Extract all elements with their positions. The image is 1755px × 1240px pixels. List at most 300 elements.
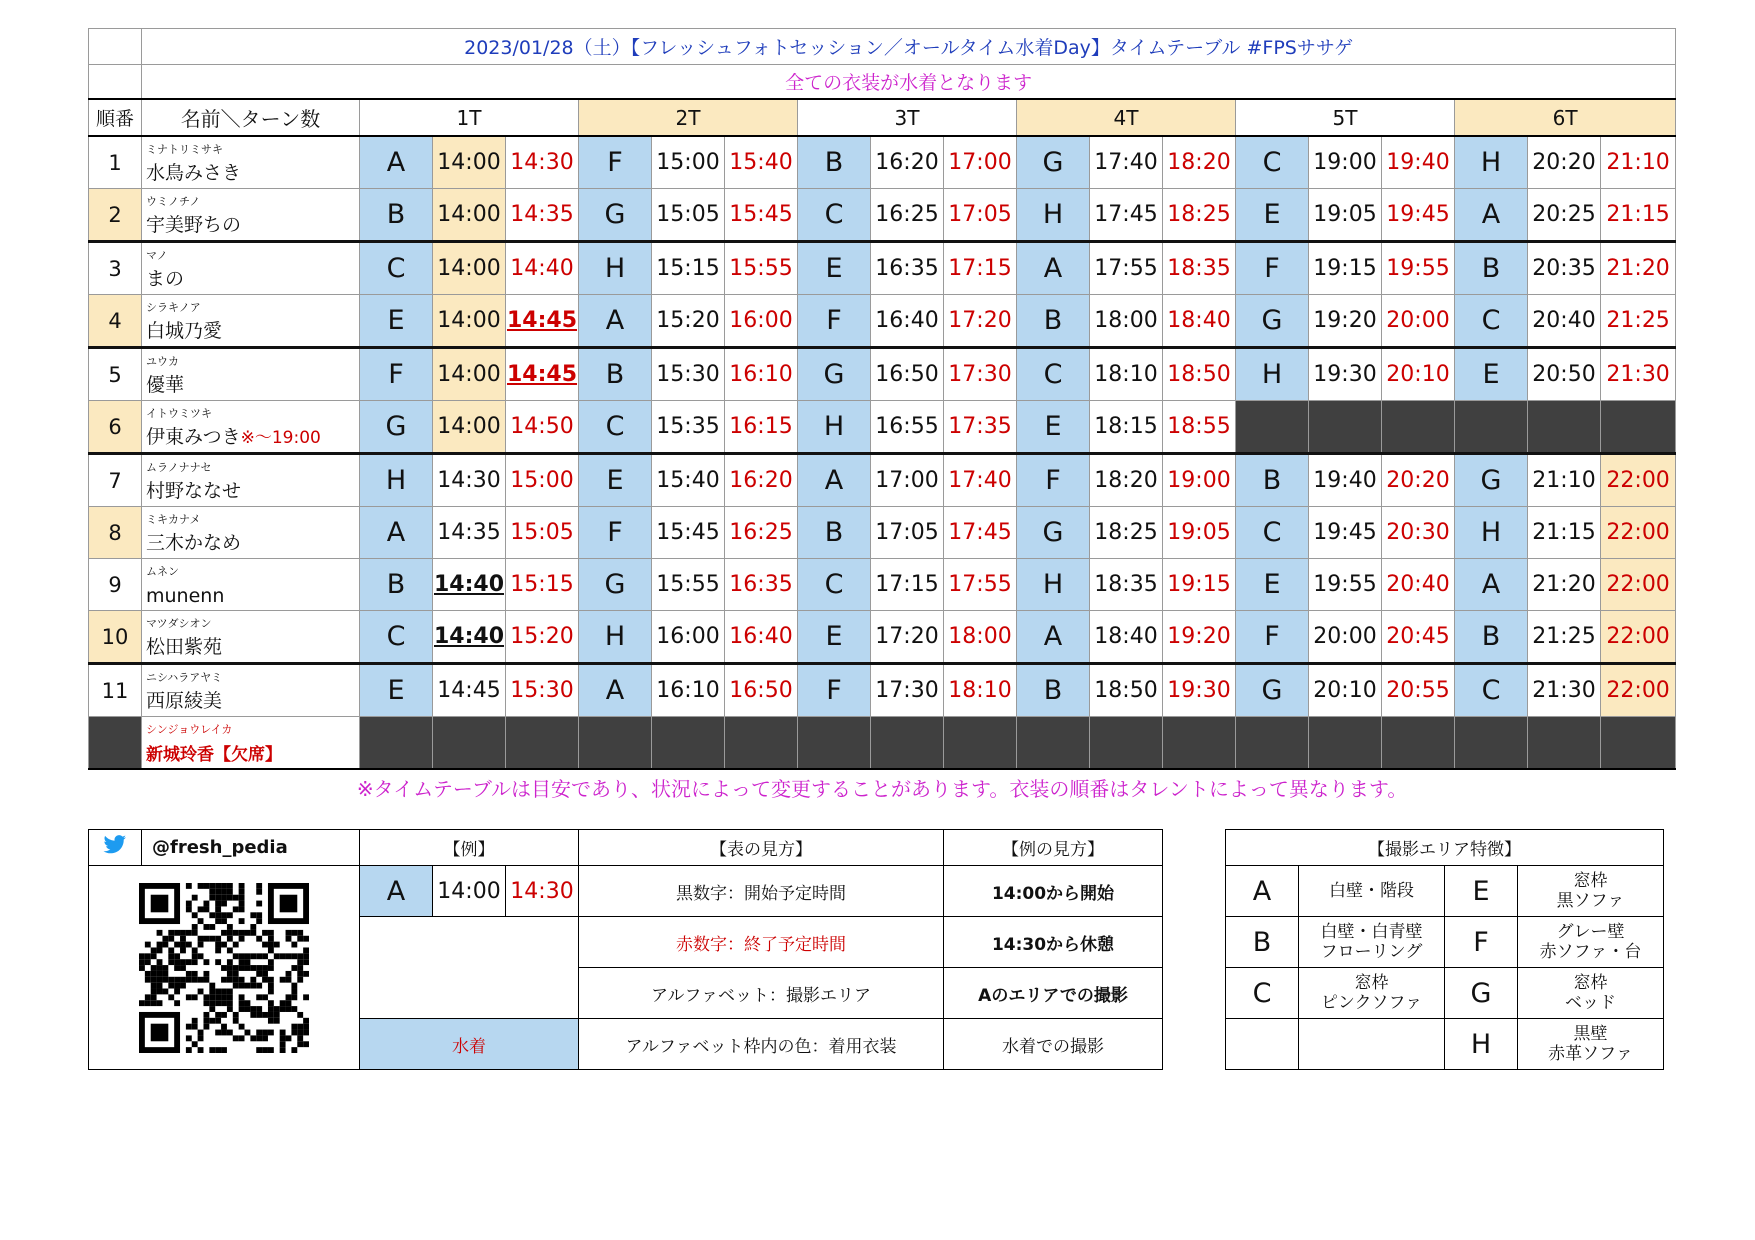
row-number: 5	[89, 348, 142, 401]
start-time: 18:25	[1090, 507, 1163, 559]
talent-kana: ユウカ	[146, 355, 179, 368]
end-time: 16:00	[725, 295, 798, 348]
end-time: 18:35	[1163, 242, 1236, 295]
start-time: 20:50	[1528, 348, 1601, 401]
area-cell: C	[798, 559, 871, 611]
end-time: 20:00	[1382, 295, 1455, 348]
talent-kana: ミキカナメ	[146, 513, 201, 526]
talent-name-text: 三木かなめ	[146, 532, 242, 554]
subtitle: 全ての衣装が水着となります	[142, 65, 1676, 100]
start-time: 19:00	[1309, 136, 1382, 189]
talent-name-cell	[142, 717, 360, 770]
start-time: 14:00	[433, 136, 506, 189]
talent-kana: ムネン	[146, 565, 179, 578]
area-letter	[1226, 1019, 1299, 1070]
end-time: 19:45	[1382, 189, 1455, 242]
end-time: 16:50	[725, 664, 798, 717]
start-time: 20:25	[1528, 189, 1601, 242]
end-time: 14:30	[506, 136, 579, 189]
area-cell: G	[579, 189, 652, 242]
area-letter: A	[1226, 866, 1299, 917]
area-cell: A	[360, 507, 433, 559]
example-howto-end: 14:30から休憩	[944, 917, 1163, 968]
twitter-handle[interactable]: @fresh_pedia	[142, 830, 360, 866]
row-number: 4	[89, 295, 142, 348]
end-time: 19:55	[1382, 242, 1455, 295]
end-time: 20:30	[1382, 507, 1455, 559]
end-time: 14:45	[506, 348, 579, 401]
start-time: 17:15	[871, 559, 944, 611]
talent-name-text: munenn	[146, 585, 225, 607]
talent-name-cell	[142, 189, 360, 242]
area-cell: H	[1017, 189, 1090, 242]
area-cell: C	[1455, 295, 1528, 348]
area-row	[1226, 968, 1664, 1019]
start-time: 19:55	[1309, 559, 1382, 611]
end-time: 22:00	[1601, 507, 1676, 559]
row-number: 6	[89, 401, 142, 454]
end-time: 18:55	[1163, 401, 1236, 454]
start-time: 15:00	[652, 136, 725, 189]
end-time: 18:25	[1163, 189, 1236, 242]
start-time: 21:15	[1528, 507, 1601, 559]
table-row	[89, 664, 1676, 717]
start-time: 18:15	[1090, 401, 1163, 454]
talent-name	[146, 158, 241, 185]
area-letter: H	[1445, 1019, 1518, 1070]
turn-header: 4T	[1017, 99, 1236, 136]
table-row	[89, 401, 1676, 454]
end-time: 17:55	[944, 559, 1017, 611]
area-cell: B	[360, 189, 433, 242]
area-features	[1225, 829, 1664, 1070]
end-time: 18:10	[944, 664, 1017, 717]
talent-name-cell	[142, 242, 360, 295]
end-time: 17:35	[944, 401, 1017, 454]
area-cell: C	[1236, 507, 1309, 559]
area-letter: E	[1445, 866, 1518, 917]
start-time: 14:00	[433, 401, 506, 454]
start-time: 15:20	[652, 295, 725, 348]
area-cell: E	[1455, 348, 1528, 401]
unavailable-cell	[652, 717, 725, 770]
unavailable-cell	[1163, 717, 1236, 770]
start-time: 16:25	[871, 189, 944, 242]
turn-header: 1T	[360, 99, 579, 136]
talent-name-cell	[142, 348, 360, 401]
note-spacer	[89, 65, 142, 100]
end-time: 19:15	[1163, 559, 1236, 611]
area-cell: B	[1017, 295, 1090, 348]
talent-name-text: 優華	[146, 374, 185, 396]
start-time: 16:55	[871, 401, 944, 454]
start-time: 15:30	[652, 348, 725, 401]
talent-name	[146, 686, 222, 713]
end-time: 15:30	[506, 664, 579, 717]
area-description: 白壁・階段	[1299, 866, 1445, 917]
end-time: 15:55	[725, 242, 798, 295]
title-spacer	[89, 29, 142, 65]
end-time: 21:10	[1601, 136, 1676, 189]
start-time: 14:45	[433, 664, 506, 717]
area-cell: G	[798, 348, 871, 401]
start-time: 18:40	[1090, 611, 1163, 664]
unavailable-cell	[360, 717, 433, 770]
unavailable-cell	[1528, 401, 1601, 454]
unavailable-cell	[1309, 401, 1382, 454]
start-time: 14:40	[433, 559, 506, 611]
area-cell: C	[1236, 136, 1309, 189]
legend	[88, 829, 1163, 1070]
talent-name-text: 西原綾美	[146, 690, 223, 712]
table-row	[89, 559, 1676, 611]
start-time: 20:10	[1309, 664, 1382, 717]
table-row	[89, 348, 1676, 401]
talent-name-cell	[142, 507, 360, 559]
end-time: 22:00	[1601, 611, 1676, 664]
unavailable-cell	[1601, 401, 1676, 454]
row-number: 11	[89, 664, 142, 717]
talent-name-text: 宇美野ちの	[146, 214, 242, 236]
talent-name	[146, 632, 222, 659]
swimsuit-swatch: 水着	[360, 1019, 579, 1070]
end-time: 14:50	[506, 401, 579, 454]
end-time: 14:35	[506, 189, 579, 242]
area-cell: B	[1455, 242, 1528, 295]
howto-header: 【表の見方】	[579, 830, 944, 866]
end-time: 15:45	[725, 189, 798, 242]
talent-name	[146, 370, 184, 397]
talent-name-cell	[142, 401, 360, 454]
start-time: 15:45	[652, 507, 725, 559]
area-description: グレー壁 赤ソファ・台	[1518, 917, 1664, 968]
qr-code	[89, 866, 360, 1070]
row-number: 3	[89, 242, 142, 295]
talent-name-text: まの	[146, 268, 185, 290]
timetable-sheet	[88, 28, 1676, 804]
talent-kana: マノ	[146, 249, 168, 262]
start-time: 18:50	[1090, 664, 1163, 717]
area-letter: G	[1445, 968, 1518, 1019]
talent-name-cell	[142, 295, 360, 348]
start-time: 17:20	[871, 611, 944, 664]
talent-name-cell	[142, 611, 360, 664]
area-cell: C	[360, 242, 433, 295]
example-end: 14:30	[506, 866, 579, 917]
start-time: 19:05	[1309, 189, 1382, 242]
area-cell: A	[1455, 559, 1528, 611]
talent-name-cell	[142, 454, 360, 507]
talent-name: 新城玲香【欠席】	[146, 745, 282, 765]
area-cell: B	[798, 507, 871, 559]
end-time: 17:05	[944, 189, 1017, 242]
unavailable-cell	[1455, 401, 1528, 454]
order-header: 順番	[89, 99, 142, 136]
unavailable-cell	[871, 717, 944, 770]
talent-kana: マツダシオン	[146, 617, 212, 630]
unavailable-cell	[579, 717, 652, 770]
example-howto-header: 【例の見方】	[944, 830, 1163, 866]
start-time: 19:45	[1309, 507, 1382, 559]
talent-name	[146, 210, 241, 237]
start-time: 14:00	[433, 189, 506, 242]
start-time: 17:30	[871, 664, 944, 717]
end-time: 21:25	[1601, 295, 1676, 348]
area-cell: E	[798, 242, 871, 295]
absent-row	[89, 717, 1676, 770]
area-cell: A	[798, 454, 871, 507]
row-number: 7	[89, 454, 142, 507]
caption-note: ※タイムテーブルは目安であり、状況によって変更することがあります。衣装の順番はタレントによって異なります。	[89, 769, 1676, 804]
turn-header: 3T	[798, 99, 1017, 136]
area-cell: E	[1017, 401, 1090, 454]
area-description: 窓枠 黒ソファ	[1518, 866, 1664, 917]
area-cell: H	[1017, 559, 1090, 611]
area-cell: F	[798, 664, 871, 717]
talent-name-text: 伊東みつき	[146, 426, 241, 448]
area-description: 白壁・白青壁 フローリング	[1299, 917, 1445, 968]
area-cell: F	[798, 295, 871, 348]
area-cell: H	[1455, 136, 1528, 189]
area-description	[1299, 1019, 1445, 1070]
end-time: 16:35	[725, 559, 798, 611]
area-cell: G	[1236, 295, 1309, 348]
example-area: A	[360, 866, 433, 917]
talent-name	[146, 316, 222, 343]
start-time: 19:15	[1309, 242, 1382, 295]
unavailable-cell	[1455, 717, 1528, 770]
unavailable-cell	[1236, 717, 1309, 770]
area-cell: E	[360, 664, 433, 717]
start-time: 14:30	[433, 454, 506, 507]
example-howto-start: 14:00から開始	[944, 866, 1163, 917]
timetable	[88, 28, 1676, 804]
example-howto-costume: 水着での撮影	[944, 1019, 1163, 1070]
area-cell: B	[1236, 454, 1309, 507]
howto-area: アルファベット：撮影エリア	[579, 968, 944, 1019]
unavailable-cell	[1601, 717, 1676, 770]
start-time: 18:00	[1090, 295, 1163, 348]
end-time: 19:00	[1163, 454, 1236, 507]
row-number: 1	[89, 136, 142, 189]
area-cell: G	[1017, 507, 1090, 559]
talent-kana: ウミノチノ	[146, 195, 201, 208]
start-time: 19:20	[1309, 295, 1382, 348]
unavailable-cell	[1017, 717, 1090, 770]
area-row	[1226, 917, 1664, 968]
example-howto-area: Aのエリアでの撮影	[944, 968, 1163, 1019]
area-cell: G	[360, 401, 433, 454]
page-title: 2023/01/28（土）【フレッシュフォトセッション／オールタイム水着Day】タイムテーブル #FPSササゲ	[142, 29, 1676, 65]
start-time: 16:40	[871, 295, 944, 348]
end-time: 22:00	[1601, 559, 1676, 611]
talent-kana: ムラノナナセ	[146, 461, 212, 474]
turn-header: 2T	[579, 99, 798, 136]
end-time: 21:15	[1601, 189, 1676, 242]
area-cell: G	[1455, 454, 1528, 507]
row-number	[89, 717, 142, 770]
area-cell: G	[579, 559, 652, 611]
talent-name	[146, 476, 241, 503]
end-time: 20:45	[1382, 611, 1455, 664]
table-row	[89, 454, 1676, 507]
talent-kana: シンジョウレイカ	[146, 723, 233, 736]
area-cell: F	[1017, 454, 1090, 507]
talent-name	[146, 585, 224, 607]
start-time: 20:20	[1528, 136, 1601, 189]
area-cell: E	[798, 611, 871, 664]
start-time: 19:30	[1309, 348, 1382, 401]
example-header: 【例】	[360, 830, 579, 866]
unavailable-cell	[725, 717, 798, 770]
area-letter: C	[1226, 968, 1299, 1019]
area-cell: H	[579, 242, 652, 295]
talent-name	[146, 264, 184, 291]
area-cell: E	[1236, 189, 1309, 242]
end-time: 14:40	[506, 242, 579, 295]
area-cell: C	[360, 611, 433, 664]
area-cell: B	[1017, 664, 1090, 717]
start-time: 21:25	[1528, 611, 1601, 664]
end-time: 22:00	[1601, 454, 1676, 507]
start-time: 15:35	[652, 401, 725, 454]
table-row	[89, 295, 1676, 348]
end-time: 18:50	[1163, 348, 1236, 401]
area-row	[1226, 866, 1664, 917]
talent-name-text: 村野ななせ	[146, 480, 242, 502]
start-time: 15:55	[652, 559, 725, 611]
area-cell: F	[579, 507, 652, 559]
area-cell: H	[360, 454, 433, 507]
area-cell: H	[1455, 507, 1528, 559]
talent-leave-note: ※～19:00	[240, 428, 321, 448]
end-time: 22:00	[1601, 664, 1676, 717]
row-number: 8	[89, 507, 142, 559]
howto-start: 黒数字：開始予定時間	[579, 866, 944, 917]
legend-table	[88, 829, 1163, 1070]
start-time: 14:35	[433, 507, 506, 559]
end-time: 20:55	[1382, 664, 1455, 717]
start-time: 20:40	[1528, 295, 1601, 348]
end-time: 19:40	[1382, 136, 1455, 189]
area-cell: F	[360, 348, 433, 401]
area-letter: F	[1445, 917, 1518, 968]
end-time: 19:20	[1163, 611, 1236, 664]
howto-end: 赤数字：終了予定時間	[579, 917, 944, 968]
talent-name	[146, 422, 321, 449]
row-number: 10	[89, 611, 142, 664]
end-time: 21:30	[1601, 348, 1676, 401]
start-time: 16:20	[871, 136, 944, 189]
start-time: 21:10	[1528, 454, 1601, 507]
unavailable-cell	[944, 717, 1017, 770]
area-description: 窓枠 ベッド	[1518, 968, 1664, 1019]
end-time: 16:15	[725, 401, 798, 454]
unavailable-cell	[1236, 401, 1309, 454]
start-time: 16:35	[871, 242, 944, 295]
area-cell: H	[579, 611, 652, 664]
howto-costume: アルファベット枠内の色：着用衣装	[579, 1019, 944, 1070]
area-cell: A	[579, 295, 652, 348]
start-time: 17:05	[871, 507, 944, 559]
area-description: 窓枠 ピンクソファ	[1299, 968, 1445, 1019]
area-cell: C	[579, 401, 652, 454]
area-cell: F	[1236, 242, 1309, 295]
start-time: 21:20	[1528, 559, 1601, 611]
start-time: 14:40	[433, 611, 506, 664]
start-time: 20:00	[1309, 611, 1382, 664]
example-start: 14:00	[433, 866, 506, 917]
start-time: 20:35	[1528, 242, 1601, 295]
end-time: 15:00	[506, 454, 579, 507]
name-header: 名前＼ターン数	[142, 99, 360, 136]
area-description: 黒壁 赤革ソファ	[1518, 1019, 1664, 1070]
start-time: 17:00	[871, 454, 944, 507]
end-time: 15:40	[725, 136, 798, 189]
qr-code-icon	[139, 883, 309, 1053]
area-cell: G	[1017, 136, 1090, 189]
start-time: 15:40	[652, 454, 725, 507]
area-letter: B	[1226, 917, 1299, 968]
area-cell: A	[1455, 189, 1528, 242]
end-time: 21:20	[1601, 242, 1676, 295]
end-time: 17:40	[944, 454, 1017, 507]
talent-name	[146, 528, 241, 555]
table-row	[89, 136, 1676, 189]
header-row	[89, 99, 1676, 136]
start-time: 17:45	[1090, 189, 1163, 242]
area-cell: F	[1236, 611, 1309, 664]
unavailable-cell	[1309, 717, 1382, 770]
end-time: 16:10	[725, 348, 798, 401]
start-time: 18:20	[1090, 454, 1163, 507]
talent-kana: ミナトリミサキ	[146, 143, 223, 156]
start-time: 21:30	[1528, 664, 1601, 717]
area-cell: H	[798, 401, 871, 454]
talent-name-text: 白城乃愛	[146, 320, 223, 342]
twitter-icon	[89, 830, 142, 866]
example-blank	[360, 917, 579, 1019]
start-time: 14:00	[433, 242, 506, 295]
end-time: 18:00	[944, 611, 1017, 664]
area-cell: G	[1236, 664, 1309, 717]
unavailable-cell	[506, 717, 579, 770]
start-time: 14:00	[433, 348, 506, 401]
end-time: 15:20	[506, 611, 579, 664]
start-time: 14:00	[433, 295, 506, 348]
area-cell: A	[360, 136, 433, 189]
area-cell: B	[1455, 611, 1528, 664]
area-cell: C	[1017, 348, 1090, 401]
turn-header: 5T	[1236, 99, 1455, 136]
table-row	[89, 611, 1676, 664]
area-cell: B	[579, 348, 652, 401]
timetable-body	[89, 136, 1676, 769]
area-cell: C	[1455, 664, 1528, 717]
talent-kana: シラキノア	[146, 301, 201, 314]
talent-name-cell	[142, 136, 360, 189]
row-number: 9	[89, 559, 142, 611]
unavailable-cell	[1528, 717, 1601, 770]
end-time: 16:25	[725, 507, 798, 559]
talent-kana: イトウミツキ	[146, 407, 212, 420]
end-time: 16:20	[725, 454, 798, 507]
start-time: 15:05	[652, 189, 725, 242]
area-cell: B	[360, 559, 433, 611]
area-cell: A	[1017, 611, 1090, 664]
table-row	[89, 242, 1676, 295]
end-time: 17:20	[944, 295, 1017, 348]
